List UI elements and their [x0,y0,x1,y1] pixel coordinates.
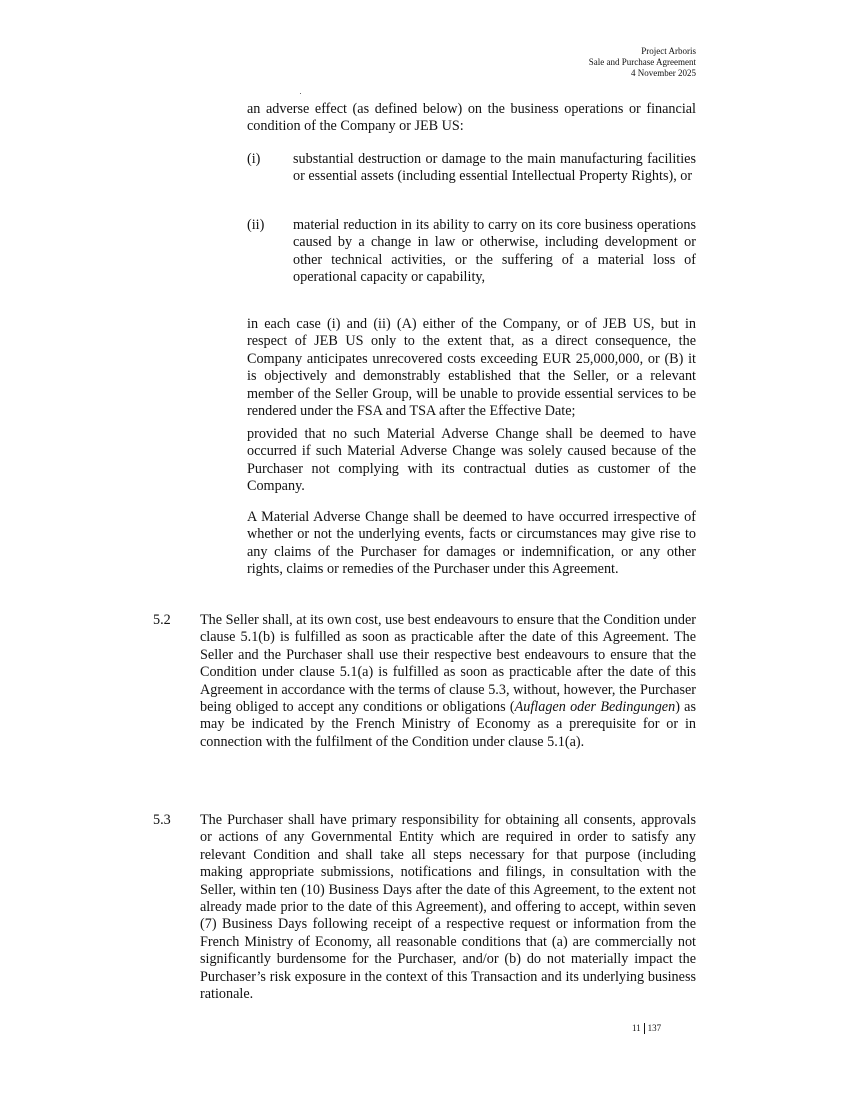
intro-paragraph: an adverse effect (as defined below) on the business operations or financial condition of the Company or JEB US: [247,101,696,135]
page-separator [644,1023,645,1034]
stray-mark [300,93,301,94]
clause-text [200,612,696,751]
clause-text-part: The Seller shall, at its own cost, use best endeavours to ensure that the Condition under clause 5.1(b) is fulfilled as soon as practicable after the date of this Agreement. The Seller and the Purchaser shall use their respective best endeavours to ensure that the Condition under clause 5.1(a) is fulfilled as soon as practicable after the date of this Agreement in accordance with the terms of clause 5.3, without, however, the Purchaser being obliged to accept any conditions or obligations ( [200,612,696,716]
header-date: 4 November 2025 [631,68,696,78]
page-number [632,1022,661,1034]
list-item-text: substantial destruction or damage to the main manufacturing facilities or essential assets (including essential Intellectual Property Rights), or [293,151,696,185]
each-case-paragraph: in each case (i) and (ii) (A) either of the Company, or of JEB US, but in respect of JEB US only to the extent that, as a direct consequence, the Company anticipates unrecovered costs exceeding EUR 25,000,000, or (B) it is objectively and demonstrably established that the Seller, or a relevant member of the Seller Group, will be unable to provide essential services to be rendered under the FSA and TSA after the Effective Date; [247,316,696,420]
clause-text-italic: Auflagen oder Bedingungen [514,699,676,716]
current-page: 11 [632,1023,641,1033]
header-doc-title: Sale and Purchase Agreement [588,57,696,67]
total-pages: 137 [647,1023,662,1033]
clause-text: The Purchaser shall have primary responsibility for obtaining all consents, approvals or actions of any Governmental Entity which are required in order to satisfy any relevant Condition and shall take all steps necessary for that purpose (including making appropriate submissions, notifications and filings, in consultation with the Seller, within ten (10) Business Days after the date of this Agreement, to the extent not already made prior to the date of this Agreement), and offering to accept, within seven (7) Business Days following receipt of a respective request or information from the French Ministry of Economy, all reasonable conditions that (a) are commercially not significantly burdensome for the Purchaser, and/or (b) do not materially impact the Purchaser’s risk exposure in the context of this Transaction and its underlying business rationale. [200,812,696,1003]
clause-number: 5.3 [153,812,171,828]
provided-paragraph: provided that no such Material Adverse Change shall be deemed to have occurred if such Material Adverse Change was solely caused because of the Purchaser not complying with its contractual duties as customer of the Company. [247,426,696,495]
list-item-number: (i) [247,151,261,167]
list-item-text: material reduction in its ability to carry on its core business operations caused by a change in law or otherwise, including development or other technical activities, or the suffering of a material loss of operational capacity or capability, [293,217,696,286]
page-header [589,46,696,79]
mac-paragraph: A Material Adverse Change shall be deemed to have occurred irrespective of whether or not the underlying events, facts or circumstances may give rise to any claims of the Purchaser for damages or indemnification, or any other rights, claims or remedies of the Purchaser under this Agreement. [247,509,696,578]
header-project: Project Arboris [641,46,696,56]
list-item-number: (ii) [247,217,265,233]
clause-text-part: ) as may be indicated by the French Ministry of Economy as a prerequisite for or in connection with the fulfilment of the Condition under clause 5.1(a). [200,699,697,750]
clause-number: 5.2 [153,612,171,628]
